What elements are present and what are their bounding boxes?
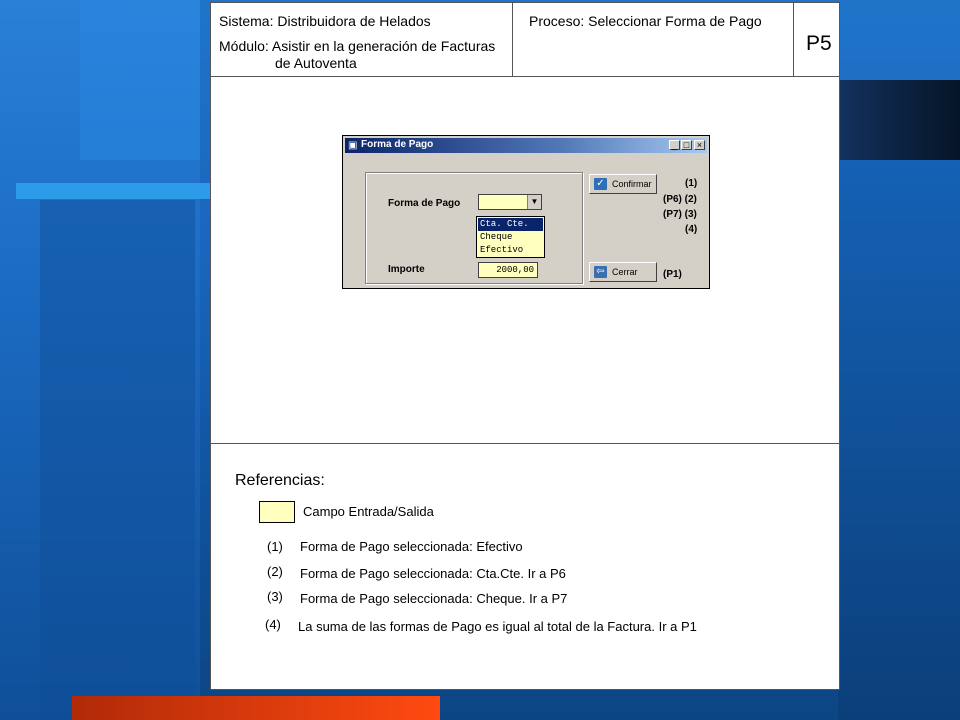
system-name: Sistema: Distribuidora de Helados xyxy=(219,13,431,29)
background-panel-right xyxy=(838,160,960,720)
background-block-light xyxy=(80,0,200,160)
maximize-icon: □ xyxy=(683,140,690,150)
payment-method-dropdown xyxy=(476,216,545,258)
amount-field[interactable]: 2000,00 xyxy=(478,262,538,278)
minimize-icon: _ xyxy=(671,140,677,150)
chevron-down-icon: ▼ xyxy=(530,197,539,206)
close-icon: × xyxy=(696,140,703,150)
reference-number: (4) xyxy=(265,617,281,632)
header-cell-code xyxy=(794,3,839,76)
dialog-titlebar xyxy=(345,138,707,153)
amount-label: Importe xyxy=(388,264,425,275)
dialog-title: Forma de Pago xyxy=(361,139,434,150)
confirm-label: Confirmar xyxy=(612,179,652,189)
confirm-button[interactable] xyxy=(589,174,657,194)
background-block-navy xyxy=(838,80,960,160)
option-cheque[interactable]: Cheque xyxy=(480,232,513,242)
reference-text: La suma de las formas de Pago es igual al total de la Factura. Ir a P1 xyxy=(298,619,697,634)
reference-text: Forma de Pago seleccionada: Cheque. Ir a P7 xyxy=(300,591,568,606)
reference-text: Forma de Pago seleccionada: Efectivo xyxy=(300,539,523,554)
minimize-button[interactable] xyxy=(669,140,680,150)
option-efectivo[interactable]: Efectivo xyxy=(480,245,524,255)
combo-dropdown-button[interactable] xyxy=(527,195,541,209)
confirm-icon: ✓ xyxy=(594,178,607,190)
close-window-button[interactable] xyxy=(694,140,705,150)
document-sheet xyxy=(210,2,840,690)
option-cta-cte[interactable]: Cta. Cte. xyxy=(478,218,543,231)
background-stripe xyxy=(16,183,211,199)
screen-code: P5 xyxy=(806,32,832,55)
io-field-swatch xyxy=(259,501,295,523)
annotation-1: (1) xyxy=(685,178,698,189)
close-label: Cerrar xyxy=(612,267,638,277)
process-name: Proceso: Seleccionar Forma de Pago xyxy=(529,13,762,29)
close-button[interactable] xyxy=(589,262,657,282)
header-table xyxy=(211,3,839,77)
exit-icon: ⇦ xyxy=(594,266,607,278)
annotation-p1: (P1) xyxy=(663,269,682,280)
annotation-4: (4) xyxy=(685,224,698,235)
reference-number: (3) xyxy=(267,589,283,604)
header-cell-process xyxy=(513,3,794,76)
module-line-1: Módulo: Asistir en la generación de Facturas xyxy=(219,38,496,54)
annotation-p6-2: (P6) (2) xyxy=(663,194,697,205)
annotation-p7-3: (P7) (3) xyxy=(663,209,697,220)
module-line-2: de Autoventa xyxy=(275,55,357,71)
payment-method-label: Forma de Pago xyxy=(388,198,461,209)
maximize-button[interactable] xyxy=(681,140,692,150)
reference-number: (1) xyxy=(267,539,283,554)
background-block-dark xyxy=(40,200,195,720)
reference-text: Forma de Pago seleccionada: Cta.Cte. Ir a P6 xyxy=(300,566,566,581)
payment-method-combo[interactable] xyxy=(478,194,542,210)
window-icon: ▣ xyxy=(348,140,358,151)
references-title: Referencias: xyxy=(235,472,325,489)
io-field-label: Campo Entrada/Salida xyxy=(303,504,434,519)
reference-number: (2) xyxy=(267,564,283,579)
payment-dialog xyxy=(342,135,710,289)
header-cell-system xyxy=(211,3,513,76)
background-bar-orange xyxy=(72,696,440,720)
section-divider xyxy=(211,443,839,444)
